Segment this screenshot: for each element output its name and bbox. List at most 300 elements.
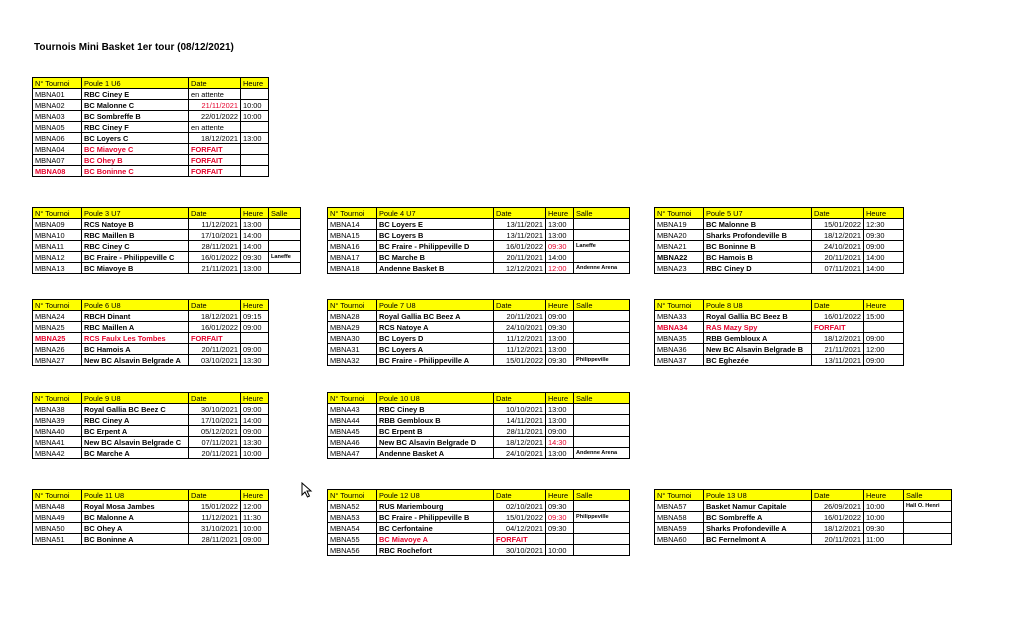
- team-name: BC Malonne A: [82, 512, 189, 523]
- tournament-id: MBNA45: [328, 426, 377, 437]
- match-time: 14:00: [864, 252, 904, 263]
- venue: Andenne Arena: [574, 448, 630, 459]
- tournament-id: MBNA50: [33, 523, 82, 534]
- team-name: Royal Gallia BC Beez A: [377, 311, 494, 322]
- team-name: BC Hamois B: [704, 252, 812, 263]
- team-name: BC Miavoye B: [82, 263, 189, 274]
- header-date: Date: [494, 208, 546, 219]
- match-time: 10:00: [241, 100, 269, 111]
- header-date: Date: [494, 393, 546, 404]
- match-time: 10:00: [864, 512, 904, 523]
- table-row: [328, 415, 630, 426]
- match-date: 04/12/2021: [494, 523, 546, 534]
- pool-name: Poule 13 U8: [704, 490, 812, 501]
- table-row: [33, 100, 269, 111]
- pool-name: Poule 5 U7: [704, 208, 812, 219]
- header-salle: Salle: [574, 208, 630, 219]
- tournament-id: MBNA14: [328, 219, 377, 230]
- match-time: 09:30: [546, 322, 574, 333]
- tournament-id: MBNA34: [655, 322, 704, 333]
- header-heure: Heure: [864, 490, 904, 501]
- team-name: BC Fernelmont A: [704, 534, 812, 545]
- tournament-id: MBNA07: [33, 155, 82, 166]
- match-date: 16/01/2022: [812, 311, 864, 322]
- venue: [904, 512, 952, 523]
- venue: [574, 426, 630, 437]
- tournament-id: MBNA11: [33, 241, 82, 252]
- team-name: New BC Alsavin Belgrade C: [82, 437, 189, 448]
- match-date: 31/10/2021: [189, 523, 241, 534]
- match-date: 13/11/2021: [494, 219, 546, 230]
- venue: [574, 501, 630, 512]
- table-row: [33, 263, 301, 274]
- header-id: N° Tournoi: [33, 78, 82, 89]
- tournament-id: MBNA25: [33, 333, 82, 344]
- match-date: 11/12/2021: [189, 512, 241, 523]
- pool-name: Poule 9 U8: [82, 393, 189, 404]
- match-date: 21/11/2021: [812, 344, 864, 355]
- tournament-id: MBNA49: [33, 512, 82, 523]
- header-id: N° Tournoi: [33, 300, 82, 311]
- match-date: en attente: [189, 122, 241, 133]
- tournament-id: MBNA46: [328, 437, 377, 448]
- pool-table: [654, 299, 904, 366]
- team-name: RCS Natoye A: [377, 322, 494, 333]
- tournament-id: MBNA10: [33, 230, 82, 241]
- team-name: BC Loyers C: [82, 133, 189, 144]
- match-date: 28/11/2021: [189, 241, 241, 252]
- table-row: [33, 122, 269, 133]
- match-time: 14:00: [864, 263, 904, 274]
- page-title: Tournois Mini Basket 1er tour (08/12/2021): [34, 42, 234, 53]
- team-name: Andenne Basket B: [377, 263, 494, 274]
- table-row: [328, 512, 630, 523]
- match-date: 07/11/2021: [189, 437, 241, 448]
- team-name: BC Erpent B: [377, 426, 494, 437]
- header-heure: Heure: [241, 208, 269, 219]
- venue: [574, 523, 630, 534]
- match-date: 07/11/2021: [812, 263, 864, 274]
- header-id: N° Tournoi: [33, 208, 82, 219]
- table-row: [328, 333, 630, 344]
- team-name: BC Loyers D: [377, 333, 494, 344]
- match-time: 09:00: [546, 426, 574, 437]
- match-time: 09:00: [241, 344, 269, 355]
- tournament-id: MBNA60: [655, 534, 704, 545]
- tournament-id: MBNA57: [655, 501, 704, 512]
- table-row: [328, 448, 630, 459]
- venue: Laneffe: [574, 241, 630, 252]
- tournament-id: MBNA54: [328, 523, 377, 534]
- pool-table: [32, 392, 269, 459]
- match-date: 20/11/2021: [494, 311, 546, 322]
- match-time: 09:30: [546, 523, 574, 534]
- match-time: [546, 534, 574, 545]
- table-row: [328, 344, 630, 355]
- table-row: [328, 263, 630, 274]
- team-name: Sharks Profondeville A: [704, 523, 812, 534]
- venue: [904, 523, 952, 534]
- tournament-id: MBNA23: [655, 263, 704, 274]
- match-date: 28/11/2021: [189, 534, 241, 545]
- match-time: 13:00: [241, 133, 269, 144]
- table-row: [33, 144, 269, 155]
- pool-name: Poule 7 U8: [377, 300, 494, 311]
- table-row: [328, 501, 630, 512]
- tournament-id: MBNA06: [33, 133, 82, 144]
- header-date: Date: [189, 393, 241, 404]
- team-name: BC Malonne C: [82, 100, 189, 111]
- tournament-id: MBNA16: [328, 241, 377, 252]
- match-time: 09:00: [546, 311, 574, 322]
- match-date: 11/12/2021: [494, 333, 546, 344]
- match-date: FORFAIT: [189, 166, 241, 177]
- table-row: [33, 241, 301, 252]
- table-row: [33, 230, 301, 241]
- match-date: 16/01/2022: [494, 241, 546, 252]
- table-row: [33, 523, 269, 534]
- match-time: 12:00: [546, 263, 574, 274]
- match-time: 12:00: [864, 344, 904, 355]
- match-date: 22/01/2022: [189, 111, 241, 122]
- match-time: 14:30: [546, 437, 574, 448]
- tournament-id: MBNA39: [33, 415, 82, 426]
- header-id: N° Tournoi: [328, 208, 377, 219]
- table-row: [33, 322, 269, 333]
- table-row: [328, 426, 630, 437]
- tournament-id: MBNA33: [655, 311, 704, 322]
- team-name: BC Sombreffe A: [704, 512, 812, 523]
- table-row: [655, 252, 904, 263]
- header-id: N° Tournoi: [655, 300, 704, 311]
- table-row: [655, 333, 904, 344]
- match-time: 10:00: [546, 545, 574, 556]
- header-row: [655, 490, 952, 501]
- header-heure: Heure: [546, 490, 574, 501]
- team-name: RCS Faulx Les Tombes: [82, 333, 189, 344]
- team-name: RBC Maillen B: [82, 230, 189, 241]
- tournament-id: MBNA26: [33, 344, 82, 355]
- header-salle: Salle: [574, 393, 630, 404]
- table-row: [33, 437, 269, 448]
- tournament-id: MBNA09: [33, 219, 82, 230]
- table-row: [655, 523, 952, 534]
- venue: Andenne Arena: [574, 263, 630, 274]
- table-row: [33, 311, 269, 322]
- venue: Philippeville: [574, 512, 630, 523]
- match-date: 17/10/2021: [189, 230, 241, 241]
- team-name: BC Fraire - Philippeville B: [377, 512, 494, 523]
- team-name: Sharks Profondeville B: [704, 230, 812, 241]
- match-time: 11:30: [241, 512, 269, 523]
- header-heure: Heure: [241, 490, 269, 501]
- header-row: [33, 490, 269, 501]
- table-row: [328, 230, 630, 241]
- match-date: 17/10/2021: [189, 415, 241, 426]
- tournament-id: MBNA29: [328, 322, 377, 333]
- match-time: 13:00: [546, 448, 574, 459]
- venue: [269, 241, 301, 252]
- match-date: 02/10/2021: [494, 501, 546, 512]
- match-time: 09:30: [864, 523, 904, 534]
- match-time: [241, 89, 269, 100]
- table-row: [655, 219, 904, 230]
- venue: [574, 252, 630, 263]
- match-time: 09:00: [241, 404, 269, 415]
- match-date: 20/11/2021: [189, 448, 241, 459]
- table-row: [33, 355, 269, 366]
- tournament-id: MBNA13: [33, 263, 82, 274]
- table-row: [33, 111, 269, 122]
- tournament-id: MBNA24: [33, 311, 82, 322]
- header-date: Date: [189, 300, 241, 311]
- match-time: 09:30: [241, 252, 269, 263]
- match-time: 14:00: [546, 252, 574, 263]
- team-name: BC Marche B: [377, 252, 494, 263]
- match-time: [241, 144, 269, 155]
- table-row: [655, 322, 904, 333]
- match-time: 13:30: [241, 437, 269, 448]
- tournament-id: MBNA53: [328, 512, 377, 523]
- pool-table: [327, 207, 630, 274]
- pool-name: Poule 10 U8: [377, 393, 494, 404]
- team-name: BC Boninne B: [704, 241, 812, 252]
- header-date: Date: [494, 300, 546, 311]
- pool-name: Poule 1 U6: [82, 78, 189, 89]
- match-time: 09:00: [241, 534, 269, 545]
- header-row: [33, 393, 269, 404]
- match-time: 09:00: [864, 333, 904, 344]
- header-row: [328, 490, 630, 501]
- match-time: [864, 322, 904, 333]
- table-row: [33, 415, 269, 426]
- match-date: en attente: [189, 89, 241, 100]
- tournament-id: MBNA58: [655, 512, 704, 523]
- tournament-id: MBNA15: [328, 230, 377, 241]
- header-date: Date: [812, 490, 864, 501]
- tournament-id: MBNA51: [33, 534, 82, 545]
- table-row: [655, 311, 904, 322]
- venue: Philippeville: [574, 355, 630, 366]
- match-time: 09:00: [864, 355, 904, 366]
- match-time: [241, 155, 269, 166]
- venue: [574, 311, 630, 322]
- match-date: 18/12/2021: [189, 133, 241, 144]
- venue: Hall O. Henri: [904, 501, 952, 512]
- tournament-id: MBNA30: [328, 333, 377, 344]
- match-time: 09:30: [546, 512, 574, 523]
- header-heure: Heure: [241, 78, 269, 89]
- tournament-id: MBNA55: [328, 534, 377, 545]
- table-row: [655, 355, 904, 366]
- team-name: BC Ohey B: [82, 155, 189, 166]
- pool-table: [32, 299, 269, 366]
- pool-table: [32, 489, 269, 545]
- team-name: RCS Natoye B: [82, 219, 189, 230]
- header-id: N° Tournoi: [655, 208, 704, 219]
- match-date: 12/12/2021: [494, 263, 546, 274]
- match-time: 09:00: [864, 241, 904, 252]
- match-date: 05/12/2021: [189, 426, 241, 437]
- pool-table: [654, 207, 904, 274]
- match-date: 18/12/2021: [812, 523, 864, 534]
- team-name: RBC Ciney A: [82, 415, 189, 426]
- match-time: 09:30: [864, 230, 904, 241]
- team-name: BC Marche A: [82, 448, 189, 459]
- match-time: 14:00: [241, 230, 269, 241]
- team-name: BC Miavoye A: [377, 534, 494, 545]
- tournament-id: MBNA36: [655, 344, 704, 355]
- match-date: FORFAIT: [189, 155, 241, 166]
- header-date: Date: [189, 78, 241, 89]
- team-name: Royal Mosa Jambes: [82, 501, 189, 512]
- table-row: [33, 426, 269, 437]
- match-date: 15/01/2022: [494, 512, 546, 523]
- header-row: [655, 300, 904, 311]
- table-row: [328, 437, 630, 448]
- header-heure: Heure: [864, 208, 904, 219]
- match-time: 15:00: [864, 311, 904, 322]
- team-name: BC Miavoye C: [82, 144, 189, 155]
- pool-name: Poule 3 U7: [82, 208, 189, 219]
- match-time: 12:30: [864, 219, 904, 230]
- match-date: 26/09/2021: [812, 501, 864, 512]
- venue: [574, 404, 630, 415]
- header-heure: Heure: [546, 208, 574, 219]
- team-name: Andenne Basket A: [377, 448, 494, 459]
- match-time: [241, 166, 269, 177]
- tournament-id: MBNA52: [328, 501, 377, 512]
- match-date: 16/01/2022: [812, 512, 864, 523]
- match-time: 09:00: [241, 322, 269, 333]
- match-date: 21/11/2021: [189, 263, 241, 274]
- table-row: [328, 355, 630, 366]
- table-row: [328, 523, 630, 534]
- match-time: 13:00: [546, 415, 574, 426]
- tournament-id: MBNA04: [33, 144, 82, 155]
- header-salle: Salle: [904, 490, 952, 501]
- header-heure: Heure: [546, 300, 574, 311]
- header-salle: Salle: [269, 208, 301, 219]
- match-date: 24/10/2021: [494, 322, 546, 333]
- header-date: Date: [812, 300, 864, 311]
- match-date: 10/10/2021: [494, 404, 546, 415]
- venue: [574, 230, 630, 241]
- match-time: 13:00: [241, 263, 269, 274]
- pool-table: [327, 392, 630, 459]
- match-date: 15/01/2022: [189, 501, 241, 512]
- tournament-id: MBNA21: [655, 241, 704, 252]
- header-salle: Salle: [574, 300, 630, 311]
- header-id: N° Tournoi: [328, 300, 377, 311]
- tournament-id: MBNA22: [655, 252, 704, 263]
- tournament-id: MBNA56: [328, 545, 377, 556]
- match-date: 03/10/2021: [189, 355, 241, 366]
- venue: [904, 534, 952, 545]
- table-row: [655, 263, 904, 274]
- match-date: 30/10/2021: [189, 404, 241, 415]
- venue: [269, 219, 301, 230]
- match-date: FORFAIT: [494, 534, 546, 545]
- venue: [574, 545, 630, 556]
- match-date: 18/12/2021: [494, 437, 546, 448]
- table-row: [33, 404, 269, 415]
- mouse-cursor-icon: [301, 482, 313, 498]
- table-row: [328, 219, 630, 230]
- match-date: 30/10/2021: [494, 545, 546, 556]
- table-row: [33, 219, 301, 230]
- venue: [574, 344, 630, 355]
- tournament-id: MBNA05: [33, 122, 82, 133]
- match-date: 28/11/2021: [494, 426, 546, 437]
- team-name: RUS Mariembourg: [377, 501, 494, 512]
- table-row: [33, 501, 269, 512]
- table-row: [328, 322, 630, 333]
- tournament-id: MBNA20: [655, 230, 704, 241]
- tournament-id: MBNA59: [655, 523, 704, 534]
- table-row: [655, 501, 952, 512]
- match-date: 18/12/2021: [812, 333, 864, 344]
- match-date: 14/11/2021: [494, 415, 546, 426]
- tournament-id: MBNA19: [655, 219, 704, 230]
- pool-table: [327, 489, 630, 556]
- team-name: BC Hamois A: [82, 344, 189, 355]
- header-row: [33, 78, 269, 89]
- table-row: [33, 166, 269, 177]
- match-time: [241, 122, 269, 133]
- team-name: BC Loyers B: [377, 230, 494, 241]
- match-date: FORFAIT: [189, 144, 241, 155]
- header-id: N° Tournoi: [33, 490, 82, 501]
- table-row: [655, 230, 904, 241]
- match-time: 09:30: [546, 241, 574, 252]
- match-time: 10:00: [241, 111, 269, 122]
- match-time: 13:30: [241, 355, 269, 366]
- table-row: [33, 448, 269, 459]
- table-row: [33, 512, 269, 523]
- match-time: 13:00: [241, 219, 269, 230]
- table-row: [328, 311, 630, 322]
- match-time: 12:00: [241, 501, 269, 512]
- header-row: [33, 208, 301, 219]
- tournament-id: MBNA18: [328, 263, 377, 274]
- tournament-id: MBNA43: [328, 404, 377, 415]
- match-time: 13:00: [546, 404, 574, 415]
- match-time: 13:00: [546, 333, 574, 344]
- header-heure: Heure: [546, 393, 574, 404]
- header-row: [655, 208, 904, 219]
- team-name: BC Loyers A: [377, 344, 494, 355]
- header-id: N° Tournoi: [33, 393, 82, 404]
- match-date: 13/11/2021: [494, 230, 546, 241]
- tournament-id: MBNA28: [328, 311, 377, 322]
- match-date: 21/11/2021: [189, 100, 241, 111]
- pool-name: Poule 4 U7: [377, 208, 494, 219]
- match-time: 09:15: [241, 311, 269, 322]
- table-row: [328, 252, 630, 263]
- match-time: 14:00: [241, 415, 269, 426]
- match-date: 16/01/2022: [189, 252, 241, 263]
- tournament-id: MBNA01: [33, 89, 82, 100]
- match-time: 11:00: [864, 534, 904, 545]
- tournament-id: MBNA38: [33, 404, 82, 415]
- match-time: [241, 333, 269, 344]
- team-name: New BC Alsavin Belgrade A: [82, 355, 189, 366]
- match-time: 09:30: [546, 501, 574, 512]
- team-name: Basket Namur Capitale: [704, 501, 812, 512]
- match-time: 10:00: [864, 501, 904, 512]
- match-date: 11/12/2021: [494, 344, 546, 355]
